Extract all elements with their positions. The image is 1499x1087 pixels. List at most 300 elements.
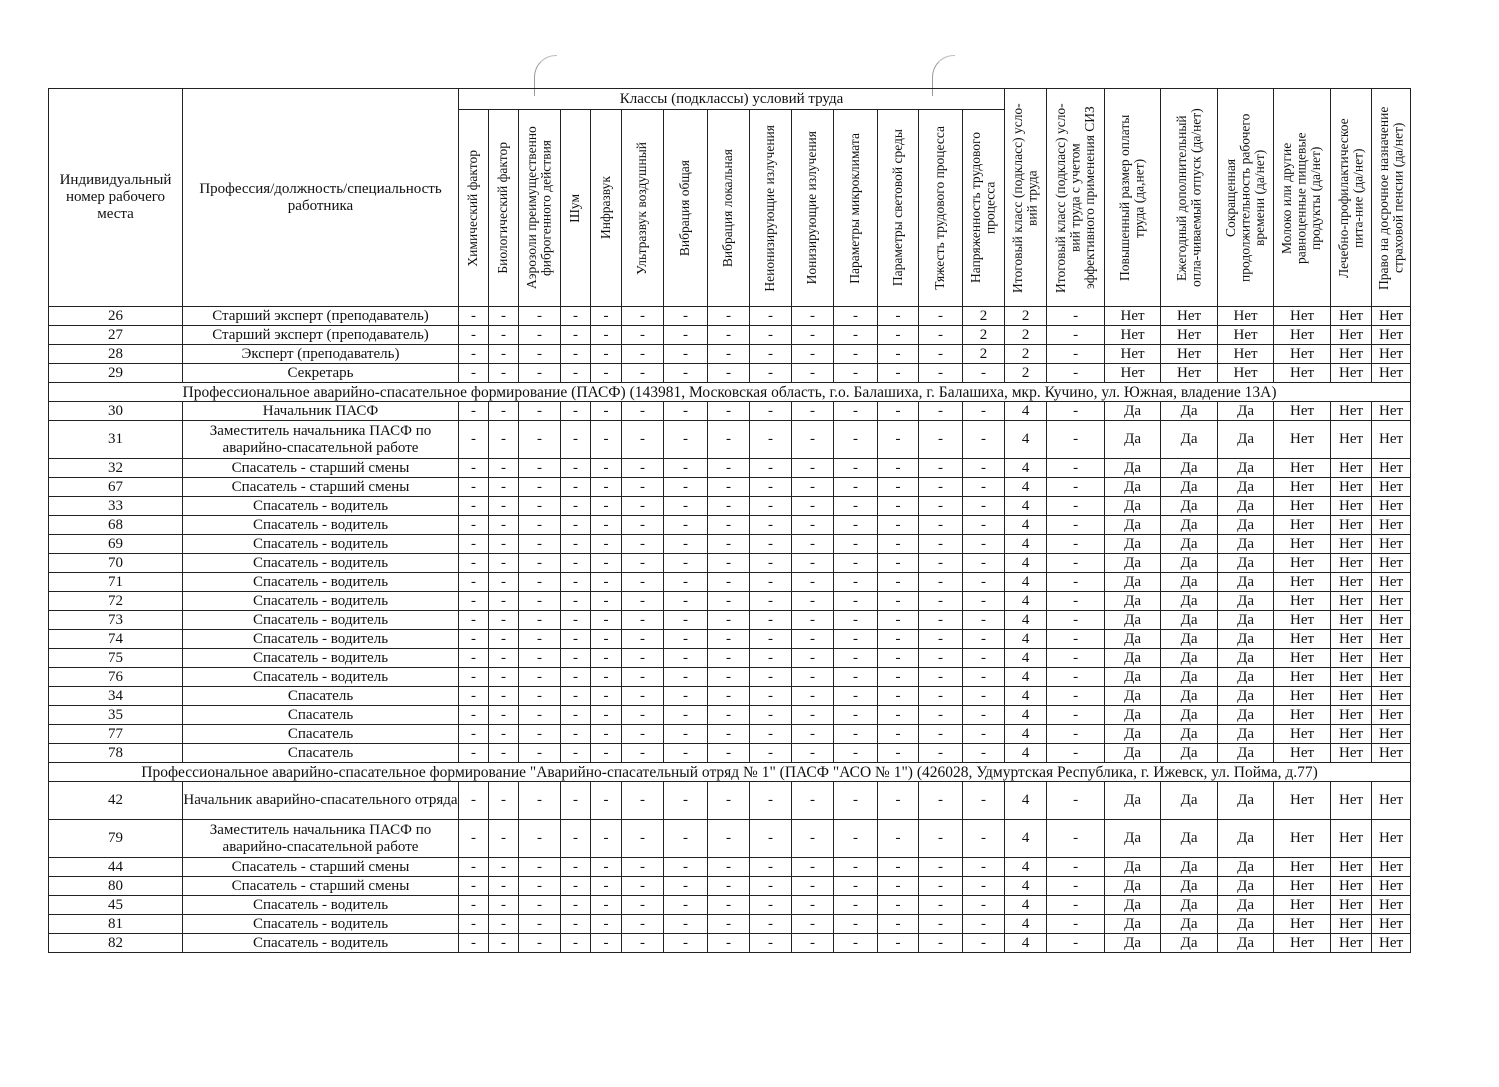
factor-class-cell: - [459,649,489,668]
therapeutic-food-cell: Нет [1331,706,1372,725]
factor-class-cell: - [664,345,708,364]
factor-class-cell: - [664,326,708,345]
factor-class-cell: - [664,459,708,478]
factor-class-cell: - [919,611,963,630]
increased-pay-cell: Нет [1105,326,1161,345]
increased-pay-cell: Да [1105,592,1161,611]
milk-cell: Нет [1274,896,1331,915]
factor-class-cell: - [919,364,963,383]
factor-class-cell: - [591,744,622,763]
factor-class-cell: - [459,668,489,687]
factor-class-cell: - [664,782,708,820]
profession-cell: Старший эксперт (преподаватель) [183,326,459,345]
additional-leave-cell: Да [1161,421,1218,459]
factor-class-cell: - [664,877,708,896]
factor-class-cell: - [834,478,878,497]
increased-pay-cell: Да [1105,459,1161,478]
total-class-siz-cell: - [1047,459,1105,478]
factor-class-cell: - [561,649,591,668]
factor-class-cell: - [708,516,750,535]
profession-cell: Спасатель - водитель [183,896,459,915]
factor-class-cell: - [459,687,489,706]
factor-class-cell: - [963,535,1005,554]
factor-class-cell: - [834,516,878,535]
increased-pay-cell: Да [1105,706,1161,725]
workplace-id-cell: 45 [49,896,183,915]
factor-class-cell: - [561,877,591,896]
milk-cell: Нет [1274,725,1331,744]
factor-class-cell: - [792,649,834,668]
factor-class-cell: - [591,687,622,706]
factor-class-cell: - [919,687,963,706]
reduced-hours-cell: Да [1218,459,1274,478]
milk-cell: Нет [1274,649,1331,668]
total-class-siz-cell: - [1047,706,1105,725]
milk-cell: Нет [1274,497,1331,516]
profession-cell: Спасатель - водитель [183,592,459,611]
factor-class-cell: - [919,345,963,364]
factor-class-cell: - [519,554,561,573]
factor-class-cell: - [489,364,519,383]
factor-class-cell: - [919,782,963,820]
early-pension-cell: Нет [1372,782,1411,820]
increased-pay-cell: Да [1105,877,1161,896]
therapeutic-food-cell: Нет [1331,592,1372,611]
factor-class-cell: - [878,345,919,364]
factor-class-cell: - [708,611,750,630]
factor-class-cell: - [622,896,664,915]
total-class-cell: 2 [1005,307,1047,326]
factor-class-cell: - [963,649,1005,668]
total-class-siz-cell: - [1047,687,1105,706]
reduced-hours-cell: Да [1218,630,1274,649]
workplace-id-cell: 67 [49,478,183,497]
profession-cell: Спасатель [183,725,459,744]
factor-class-cell: - [708,630,750,649]
early-pension-cell: Нет [1372,592,1411,611]
factor-class-cell: - [561,668,591,687]
additional-leave-cell: Да [1161,402,1218,421]
table-row [49,649,1411,668]
total-class-siz-cell: - [1047,820,1105,858]
milk-cell: Нет [1274,668,1331,687]
factor-class-cell: - [834,877,878,896]
milk-cell: Нет [1274,611,1331,630]
factor-class-cell: - [489,611,519,630]
factor-class-cell: - [878,934,919,953]
additional-leave-cell: Да [1161,459,1218,478]
factor-class-cell: - [919,706,963,725]
factor-class-cell: - [622,744,664,763]
increased-pay-cell: Да [1105,421,1161,459]
table-row [49,858,1411,877]
factor-class-cell: - [561,896,591,915]
table-row [49,345,1411,364]
early-pension-cell: Нет [1372,706,1411,725]
factor-class-cell: - [963,858,1005,877]
factor-class-cell: - [489,478,519,497]
profession-cell: Спасатель - старший смены [183,478,459,497]
factor-class-cell: - [878,668,919,687]
milk-cell: Нет [1274,421,1331,459]
total-class-cell: 4 [1005,630,1047,649]
factor-class-cell: - [489,554,519,573]
table-row [49,687,1411,706]
reduced-hours-cell: Нет [1218,345,1274,364]
factor-class-cell: - [750,668,792,687]
profession-cell: Спасатель [183,744,459,763]
reduced-hours-cell: Да [1218,820,1274,858]
profession-cell: Спасатель - водитель [183,934,459,953]
profession-cell: Спасатель [183,687,459,706]
factor-class-cell: - [561,782,591,820]
factor-class-cell: - [792,725,834,744]
factor-class-cell: - [750,573,792,592]
total-class-siz-cell: - [1047,611,1105,630]
factor-class-cell: - [919,668,963,687]
milk-cell: Нет [1274,535,1331,554]
factor-class-cell: - [459,820,489,858]
factor-class-cell: - [963,497,1005,516]
factor-class-cell: - [834,345,878,364]
factor-class-cell: - [459,630,489,649]
factor-class-cell: - [963,896,1005,915]
milk-cell: Нет [1274,630,1331,649]
total-class-siz-cell: - [1047,516,1105,535]
total-class-cell: 4 [1005,858,1047,877]
header-factor: Вибрация локальная [708,110,750,307]
factor-class-cell: - [792,421,834,459]
factor-class-cell: - [792,516,834,535]
total-class-siz-cell: - [1047,573,1105,592]
factor-class-cell: - [519,459,561,478]
factor-class-cell: - [750,877,792,896]
factor-class-cell: - [519,725,561,744]
increased-pay-cell: Да [1105,478,1161,497]
factor-class-cell: - [489,345,519,364]
factor-class-cell: - [561,535,591,554]
total-class-cell: 2 [1005,345,1047,364]
early-pension-cell: Нет [1372,934,1411,953]
additional-leave-cell: Да [1161,573,1218,592]
header-factor: Напряженность трудового процесса [963,110,1005,307]
factor-class-cell: - [664,668,708,687]
increased-pay-cell: Да [1105,820,1161,858]
header-early-pension: Право на досрочное назначение страховой пенсии (да/нет) [1372,89,1411,307]
section-title: Профессиональное аварийно-спасательное формирование "Аварийно-спасательный отряд № 1" (ПАСФ "АСО № 1") (426028, Удмуртская Республика, г. Ижевск, ул. Пойма, д.77) [49,763,1411,782]
factor-class-cell: - [750,858,792,877]
table-row [49,592,1411,611]
additional-leave-cell: Да [1161,706,1218,725]
factor-class-cell: - [834,573,878,592]
additional-leave-cell: Да [1161,516,1218,535]
factor-class-cell: - [622,364,664,383]
factor-class-cell: - [792,497,834,516]
factor-class-cell: - [919,744,963,763]
factor-class-cell: - [878,535,919,554]
header-factor: Параметры микроклимата [834,110,878,307]
factor-class-cell: - [834,820,878,858]
factor-class-cell: - [591,725,622,744]
factor-class-cell: - [489,630,519,649]
factor-class-cell: - [459,858,489,877]
profession-cell: Старший эксперт (преподаватель) [183,307,459,326]
workplace-id-cell: 28 [49,345,183,364]
factor-class-cell: - [878,649,919,668]
factor-class-cell: - [489,744,519,763]
factor-class-cell: 2 [963,307,1005,326]
factor-class-cell: - [489,326,519,345]
factor-class-cell: - [708,459,750,478]
factor-class-cell: - [834,668,878,687]
early-pension-cell: Нет [1372,858,1411,877]
factor-class-cell: - [834,858,878,877]
factor-class-cell: - [664,421,708,459]
factor-class-cell: - [919,307,963,326]
factor-class-cell: - [834,364,878,383]
workplace-id-cell: 75 [49,649,183,668]
factor-class-cell: - [878,497,919,516]
factor-class-cell: - [561,516,591,535]
profession-cell: Секретарь [183,364,459,383]
total-class-cell: 4 [1005,896,1047,915]
early-pension-cell: Нет [1372,744,1411,763]
factor-class-cell: - [878,725,919,744]
factor-class-cell: - [708,402,750,421]
factor-class-cell: - [708,326,750,345]
factor-class-cell: - [459,877,489,896]
additional-leave-cell: Да [1161,915,1218,934]
header-total-class: Итоговый класс (подкласс) усло-вий труда [1005,89,1047,307]
profession-cell: Спасатель - старший смены [183,459,459,478]
early-pension-cell: Нет [1372,554,1411,573]
milk-cell: Нет [1274,345,1331,364]
additional-leave-cell: Да [1161,725,1218,744]
factor-class-cell: - [750,345,792,364]
additional-leave-cell: Да [1161,744,1218,763]
factor-class-cell: - [708,478,750,497]
factor-class-cell: - [622,725,664,744]
reduced-hours-cell: Да [1218,687,1274,706]
factor-class-cell: - [708,497,750,516]
total-class-siz-cell: - [1047,535,1105,554]
factor-class-cell: - [878,307,919,326]
factor-class-cell: - [561,307,591,326]
factor-class-cell: - [591,364,622,383]
therapeutic-food-cell: Нет [1331,497,1372,516]
factor-class-cell: - [519,668,561,687]
table-row [49,706,1411,725]
table-row [49,535,1411,554]
factor-class-cell: - [750,725,792,744]
profession-cell: Спасатель - водитель [183,915,459,934]
reduced-hours-cell: Да [1218,858,1274,877]
factor-class-cell: - [708,877,750,896]
factor-class-cell: - [561,459,591,478]
table-row [49,877,1411,896]
factor-class-cell: - [622,516,664,535]
factor-class-cell: - [792,668,834,687]
factor-class-cell: - [561,706,591,725]
factor-class-cell: - [750,687,792,706]
factor-class-cell: - [664,687,708,706]
total-class-siz-cell: - [1047,364,1105,383]
factor-class-cell: - [750,611,792,630]
factor-class-cell: - [489,459,519,478]
milk-cell: Нет [1274,744,1331,763]
table-row [49,820,1411,858]
factor-class-cell: - [664,706,708,725]
total-class-siz-cell: - [1047,744,1105,763]
factor-class-cell: - [708,687,750,706]
factor-class-cell: - [878,326,919,345]
factor-class-cell: - [664,554,708,573]
additional-leave-cell: Да [1161,896,1218,915]
milk-cell: Нет [1274,326,1331,345]
factor-class-cell: - [708,364,750,383]
table-row [49,896,1411,915]
reduced-hours-cell: Да [1218,668,1274,687]
early-pension-cell: Нет [1372,915,1411,934]
therapeutic-food-cell: Нет [1331,478,1372,497]
factor-class-cell: - [561,497,591,516]
factor-class-cell: - [489,915,519,934]
early-pension-cell: Нет [1372,402,1411,421]
total-class-siz-cell: - [1047,858,1105,877]
increased-pay-cell: Да [1105,535,1161,554]
total-class-cell: 4 [1005,725,1047,744]
factor-class-cell: - [963,877,1005,896]
factor-class-cell: - [519,706,561,725]
therapeutic-food-cell: Нет [1331,877,1372,896]
total-class-siz-cell: - [1047,725,1105,744]
total-class-siz-cell: - [1047,782,1105,820]
therapeutic-food-cell: Нет [1331,345,1372,364]
factor-class-cell: - [919,820,963,858]
factor-class-cell: - [561,725,591,744]
factor-class-cell: - [591,820,622,858]
factor-class-cell: - [792,915,834,934]
header-milk: Молоко или другие равноценные пищевые продукты (да/нет) [1274,89,1331,307]
factor-class-cell: - [708,535,750,554]
total-class-cell: 4 [1005,687,1047,706]
factor-class-cell: 2 [963,326,1005,345]
factor-class-cell: - [664,307,708,326]
factor-class-cell: - [834,915,878,934]
additional-leave-cell: Да [1161,611,1218,630]
factor-class-cell: - [878,915,919,934]
additional-leave-cell: Нет [1161,326,1218,345]
factor-class-cell: - [489,649,519,668]
total-class-siz-cell: - [1047,307,1105,326]
header-therapeutic-food: Лечебно-профилактическое пита-ние (да/нет) [1331,89,1372,307]
factor-class-cell: - [750,554,792,573]
factor-class-cell: - [561,915,591,934]
factor-class-cell: - [622,535,664,554]
factor-class-cell: - [459,744,489,763]
factor-class-cell: - [792,687,834,706]
factor-class-cell: - [919,630,963,649]
factor-class-cell: - [519,744,561,763]
factor-class-cell: - [591,345,622,364]
factor-class-cell: - [792,345,834,364]
factor-class-cell: - [834,402,878,421]
increased-pay-cell: Да [1105,611,1161,630]
early-pension-cell: Нет [1372,896,1411,915]
reduced-hours-cell: Да [1218,592,1274,611]
therapeutic-food-cell: Нет [1331,934,1372,953]
table-row [49,402,1411,421]
factor-class-cell: - [591,421,622,459]
factor-class-cell: - [792,535,834,554]
factor-class-cell: - [622,554,664,573]
table-row [49,497,1411,516]
reduced-hours-cell: Да [1218,896,1274,915]
factor-class-cell: - [963,459,1005,478]
factor-class-cell: - [792,592,834,611]
factor-class-cell: - [561,858,591,877]
increased-pay-cell: Да [1105,630,1161,649]
factor-class-cell: - [561,687,591,706]
early-pension-cell: Нет [1372,630,1411,649]
factor-class-cell: - [834,421,878,459]
factor-class-cell: - [750,307,792,326]
early-pension-cell: Нет [1372,326,1411,345]
factor-class-cell: - [489,687,519,706]
workplace-id-cell: 32 [49,459,183,478]
factor-class-cell: - [750,421,792,459]
table-row [49,364,1411,383]
factor-class-cell: - [664,725,708,744]
factor-class-cell: - [519,611,561,630]
factor-class-cell: - [963,725,1005,744]
factor-class-cell: - [792,364,834,383]
factor-class-cell: - [664,649,708,668]
factor-class-cell: - [459,326,489,345]
factor-class-cell: - [622,402,664,421]
factor-class-cell: - [561,611,591,630]
factor-class-cell: - [963,744,1005,763]
factor-class-cell: - [750,744,792,763]
factor-class-cell: - [708,345,750,364]
reduced-hours-cell: Да [1218,744,1274,763]
factor-class-cell: - [834,326,878,345]
factor-class-cell: - [919,592,963,611]
section-row [49,383,1411,402]
factor-class-cell: - [519,782,561,820]
factor-class-cell: - [750,915,792,934]
factor-class-cell: - [489,421,519,459]
factor-class-cell: - [750,364,792,383]
factor-class-cell: - [591,706,622,725]
early-pension-cell: Нет [1372,668,1411,687]
header-total-class-siz: Итоговый класс (подкласс) усло-вий труда с учетом эффективного применения СИЗ [1047,89,1105,307]
increased-pay-cell: Да [1105,687,1161,706]
increased-pay-cell: Да [1105,668,1161,687]
factor-class-cell: - [664,915,708,934]
factor-class-cell: - [459,364,489,383]
factor-class-cell: - [708,858,750,877]
factor-class-cell: - [834,459,878,478]
additional-leave-cell: Да [1161,649,1218,668]
factor-class-cell: - [750,497,792,516]
factor-class-cell: - [664,630,708,649]
total-class-cell: 4 [1005,934,1047,953]
factor-class-cell: - [834,649,878,668]
factor-class-cell: - [591,668,622,687]
total-class-siz-cell: - [1047,345,1105,364]
reduced-hours-cell: Да [1218,915,1274,934]
